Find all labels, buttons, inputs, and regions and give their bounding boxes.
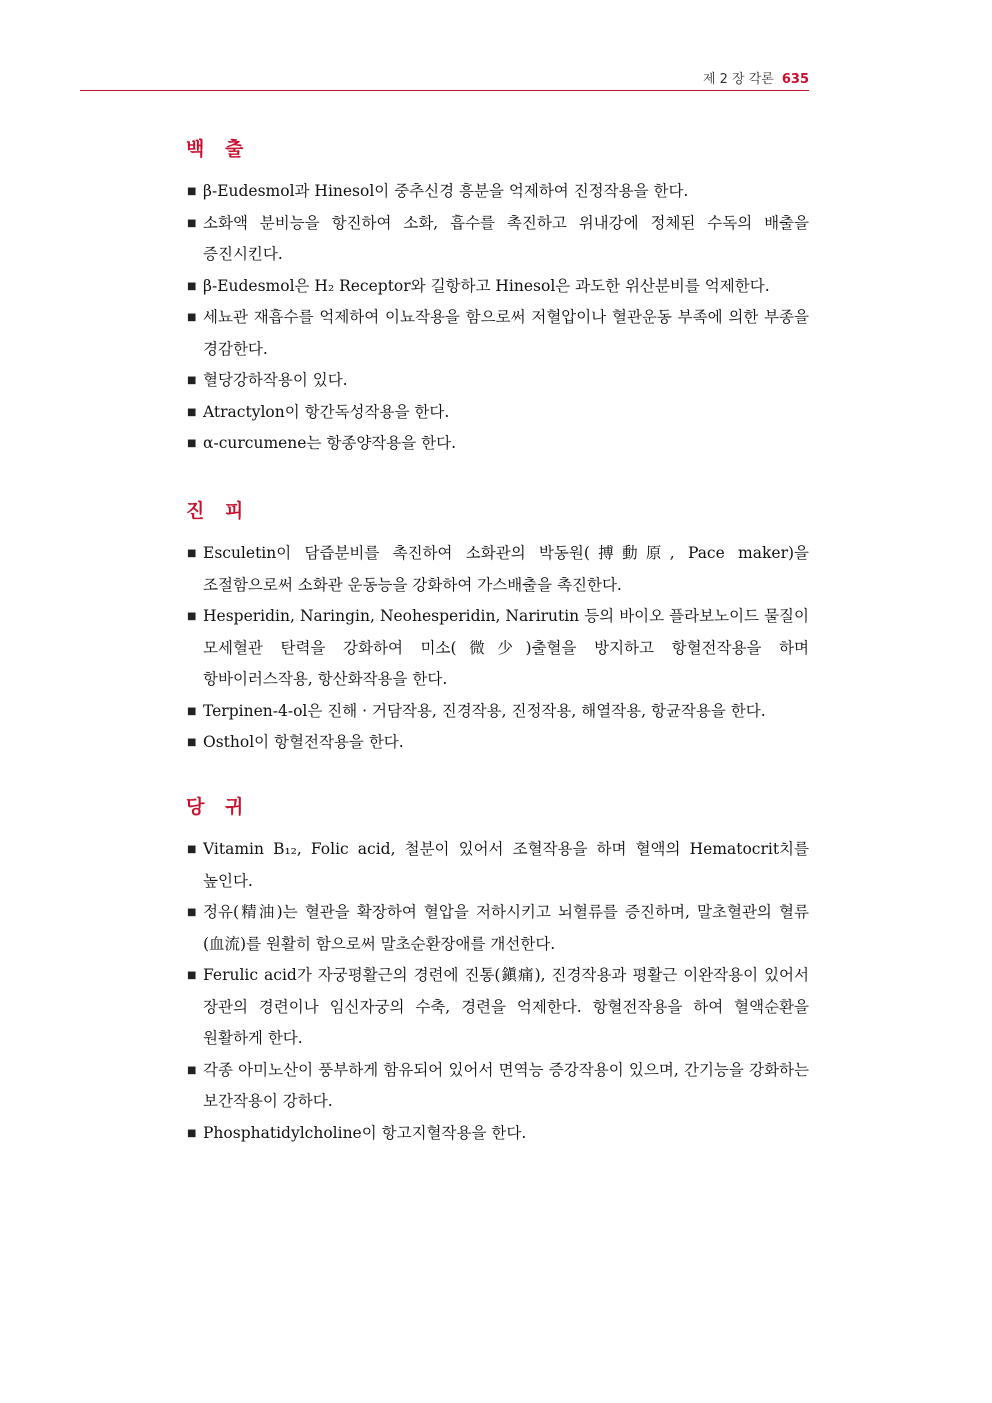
item-text: Atractylon이 항간독성작용을 한다.: [203, 402, 450, 421]
list-item: [186, 302, 809, 365]
bullet-icon: ■: [187, 406, 197, 418]
list-item: [186, 727, 809, 759]
item-text: Terpinen-4-ol은 진해 · 거담작용, 진경작용, 진정작용, 해열작용, 항균작용을 한다.: [203, 701, 766, 720]
list-item: [186, 1055, 809, 1118]
item-text: Hesperidin, Naringin, Neohesperidin, Narirutin 등의 바이오 플라보노이드 물질이 모세혈관 탄력을 강화하여 미소(微少)출혈을 방지하고 항혈전작용을 하며 항바이러스작용, 항산화작용을 한다.: [203, 607, 809, 688]
bullet-icon: ■: [187, 186, 197, 197]
bullet-icon: ■: [187, 312, 197, 323]
item-text: Phosphatidylcholine이 항고지혈작용을 한다.: [203, 1123, 527, 1142]
item-list: [186, 176, 809, 460]
bullet-icon: ■: [187, 217, 197, 229]
list-item: [186, 897, 809, 960]
item-text: Vitamin B₁₂, Folic acid, 철분이 있어서 조혈작용을 하며 혈액의 Hematocrit치를 높인다.: [203, 840, 809, 890]
item-list: [186, 834, 809, 1149]
list-item: [186, 960, 809, 1055]
bullet-icon: ■: [187, 705, 197, 717]
bullet-icon: ■: [187, 548, 197, 559]
bullet-icon: ■: [187, 970, 197, 981]
item-text: Ferulic acid가 자궁평활근의 경련에 진통(鎭痛), 진경작용과 평활근 이완작용이 있어서 장관의 경련이나 임신자궁의 수축, 경련을 억제한다. 항혈전작용을 하여 혈액순환을 원활하게 한다.: [203, 966, 809, 1047]
list-item: [186, 538, 809, 601]
item-text: 각종 아미노산이 풍부하게 함유되어 있어서 면역능 증강작용이 있으며, 간기능을 강화하는 보간작용이 강하다.: [203, 1060, 809, 1110]
chapter-title: 제 2 장 각론: [702, 72, 774, 87]
bullet-icon: ■: [187, 844, 197, 855]
bullet-icon: ■: [187, 375, 197, 386]
section-danggwi: [186, 794, 809, 1149]
item-text: Esculetin이 담즙분비를 촉진하여 소화관의 박동원(搏動原, Pace maker)을 조절함으로써 소화관 운동능을 강화하여 가스배출을 촉진한다.: [203, 544, 809, 594]
list-item: [186, 208, 809, 271]
bullet-icon: ■: [187, 1127, 197, 1139]
page-header: [80, 64, 809, 91]
section-title: 백 출: [186, 138, 251, 160]
item-text: 혈당강하작용이 있다.: [203, 371, 348, 389]
list-item: [186, 601, 809, 696]
section-jinpi: [186, 498, 809, 759]
bullet-icon: ■: [187, 907, 197, 918]
section-title: 진 피: [186, 500, 251, 522]
item-text: 세뇨관 재흡수를 억제하여 이뇨작용을 함으로써 저혈압이나 혈관운동 부족에 의한 부종을 경감한다.: [203, 308, 809, 358]
list-item: [186, 696, 809, 728]
bullet-icon: ■: [187, 1064, 197, 1076]
list-item: [186, 834, 809, 897]
page-number: 635: [781, 72, 809, 87]
bullet-icon: ■: [187, 611, 197, 622]
list-item: [186, 271, 809, 303]
item-text: 정유(精油)는 혈관을 확장하여 혈압을 저하시키고 뇌혈류를 증진하며, 말초혈관의 혈류(血流)를 원활히 함으로써 말초순환장애를 개선한다.: [203, 903, 809, 953]
list-item: [186, 1118, 809, 1150]
item-text: β-Eudesmol은 H₂ Receptor와 길항하고 Hinesol은 과도한 위산분비를 억제한다.: [203, 276, 770, 295]
item-text: Osthol이 항혈전작용을 한다.: [203, 733, 404, 751]
list-item: [186, 428, 809, 460]
item-text: 소화액 분비능을 항진하여 소화, 흡수를 촉진하고 위내강에 정체된 수독의 배출을 증진시킨다.: [203, 213, 809, 263]
item-text: β-Eudesmol과 Hinesol이 중추신경 흥분을 억제하여 진정작용을 한다.: [203, 182, 689, 200]
bullet-icon: ■: [187, 438, 197, 449]
list-item: [186, 397, 809, 429]
section-title: 당 귀: [186, 796, 251, 818]
header-text: [703, 68, 809, 87]
section-baekchul: [186, 136, 809, 460]
item-list: [186, 538, 809, 759]
list-item: [186, 176, 809, 208]
item-text: α-curcumene는 항종양작용을 한다.: [203, 434, 457, 452]
list-item: [186, 365, 809, 397]
bullet-icon: ■: [187, 737, 197, 748]
bullet-icon: ■: [187, 280, 197, 292]
